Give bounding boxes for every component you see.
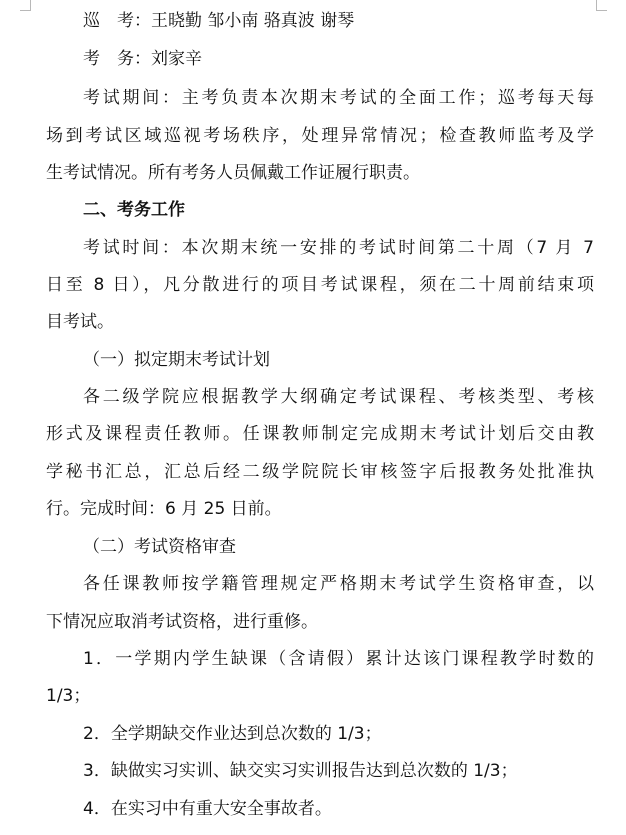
paragraph-line: 日至 8 日），凡分散进行的项目考试课程，须在二十周前结束项	[46, 275, 594, 295]
paragraph-line: 考试期间：主考负责本次期末考试的全面工作；巡考每天每	[83, 88, 594, 108]
section-heading: 二、考务工作	[83, 200, 185, 220]
list-item: 2．全学期缺交作业达到总次数的 1/3；	[83, 724, 382, 744]
page-corner-mark-right	[596, 0, 607, 11]
paragraph-line: 目考试。	[46, 312, 114, 332]
subsection-heading: （一）拟定期末考试计划	[83, 350, 270, 370]
paragraph-line: 各二级学院应根据教学大纲确定考试课程、考核类型、考核	[83, 387, 594, 407]
invigilators-line: 巡 考：王晓勤 邹小南 骆真波 谢琴	[83, 11, 355, 31]
paragraph-line: 生考试情况。所有考务人员佩戴工作证履行职责。	[46, 163, 420, 183]
list-item: 1．一学期内学生缺课（含请假）累计达该门课程教学时数的	[83, 649, 594, 669]
paragraph-line: 下情况应取消考试资格，进行重修。	[46, 612, 318, 632]
subsection-heading: （二）考试资格审查	[83, 537, 236, 557]
list-item: 3．缺做实习实训、缺交实习实训报告达到总次数的 1/3；	[83, 761, 518, 781]
list-item: 4．在实习中有重大安全事故者。	[83, 799, 332, 819]
paragraph-line: 考试时间：本次期末统一安排的考试时间第二十周（7 月 7	[83, 238, 594, 258]
paragraph-line: 形式及课程责任教师。任课教师制定完成期末考试计划后交由教	[46, 424, 594, 444]
page-corner-mark-left	[20, 0, 31, 11]
exam-affairs-line: 考 务：刘家辛	[83, 49, 202, 69]
paragraph-line: 学秘书汇总，汇总后经二级学院院长审核签字后报教务处批准执	[46, 462, 594, 482]
paragraph-line: 场到考试区域巡视考场秩序，处理异常情况；检查教师监考及学	[46, 126, 594, 146]
list-item-continuation: 1/3；	[46, 686, 91, 706]
paragraph-line: 行。完成时间：6 月 25 日前。	[46, 499, 282, 519]
paragraph-line: 各任课教师按学籍管理规定严格期末考试学生资格审查，以	[83, 574, 594, 594]
